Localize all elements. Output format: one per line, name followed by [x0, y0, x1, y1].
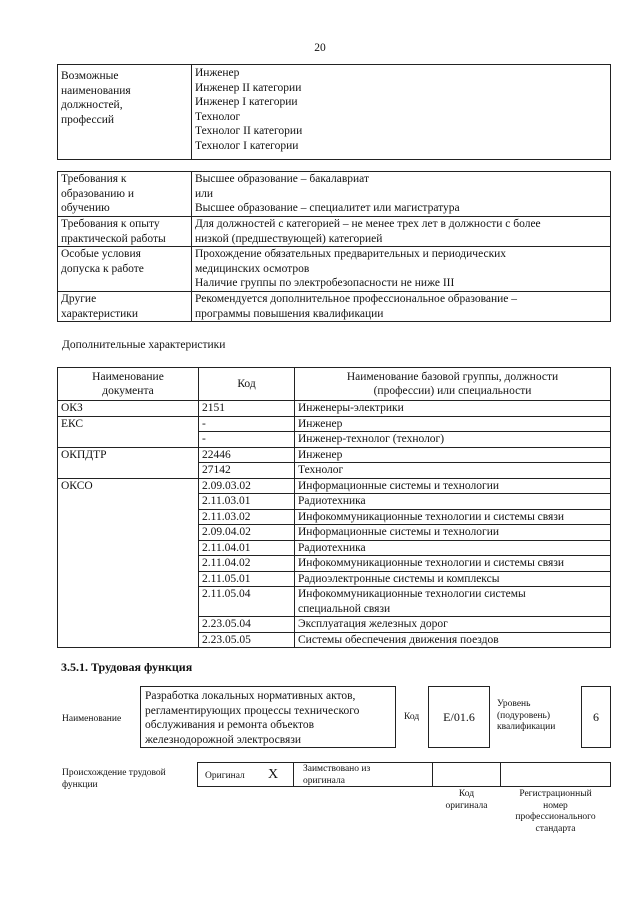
- positions-label-line: должностей,: [61, 99, 123, 111]
- additional-name-line: Информационные системы и технологии: [298, 479, 500, 492]
- requirement-label-line: образованию и: [61, 187, 134, 200]
- origin-borrowed-cell: [293, 762, 433, 787]
- origin-code-caption: [432, 789, 501, 812]
- additional-name-line: Инженер-технолог (технолог): [298, 433, 445, 445]
- function-name-line: обслуживания и ремонта объектов: [145, 719, 315, 731]
- position-item: Технолог I категории: [195, 139, 299, 152]
- origin-original-mark: X: [268, 767, 279, 782]
- function-code-label: Код: [404, 712, 420, 722]
- additional-row: [58, 401, 611, 417]
- additional-name-line: Радиотехника: [298, 495, 366, 507]
- additional-doc-cell: ОКСО: [58, 478, 199, 648]
- additional-name-line: Инженер: [298, 417, 343, 430]
- level-box: [581, 686, 611, 748]
- header-name-line: Наименование базовой группы, должности: [346, 370, 559, 383]
- requirement-row: [58, 217, 611, 247]
- additional-title: Дополнительные характеристики: [62, 339, 226, 351]
- requirement-row: [58, 172, 611, 217]
- additional-name-cell: [295, 525, 611, 541]
- additional-name-cell: [295, 401, 611, 417]
- additional-name-cell: [295, 540, 611, 556]
- origin-label-line: Происхождение трудовой: [62, 768, 166, 778]
- origin-label-line: функции: [62, 779, 98, 790]
- additional-name-cell: [295, 432, 611, 448]
- additional-name-line: Инженеры-электрики: [298, 402, 404, 414]
- origin-code-caption-line: оригинала: [445, 800, 488, 811]
- additional-code-cell: 27142: [199, 463, 295, 479]
- requirement-row: [58, 247, 611, 292]
- additional-code-cell: -: [199, 432, 295, 448]
- additional-code-cell: 2151: [199, 401, 295, 417]
- header-code: Код: [237, 377, 256, 390]
- requirement-label-line: Требования к опыту: [61, 218, 160, 230]
- requirement-value-line: или: [195, 187, 214, 200]
- header-name-line: (профессии) или специальности: [373, 385, 532, 397]
- positions-list: [192, 65, 611, 160]
- origin-original-label: Оригинал: [205, 771, 245, 781]
- origin-code-cell: [432, 762, 501, 787]
- additional-name-cell: [295, 587, 611, 617]
- page-number: 20: [314, 42, 326, 54]
- function-name-label: Наименование: [62, 714, 122, 724]
- requirement-value-line: медицинских осмотров: [195, 262, 310, 275]
- requirement-label-line: практической работы: [61, 232, 166, 245]
- position-item: Технолог: [195, 110, 241, 123]
- additional-name-cell: [295, 447, 611, 463]
- additional-doc-cell: ОКПДТР: [58, 447, 199, 478]
- requirement-label-line: Другие: [61, 293, 97, 305]
- header-doc-line: документа: [102, 385, 154, 397]
- origin-reg-caption-line: Регистрационный: [519, 789, 592, 799]
- origin-label: [62, 768, 166, 791]
- additional-code-cell: 2.11.04.01: [199, 540, 295, 556]
- requirement-value-line: низкой (предшествующей) категорией: [195, 232, 383, 245]
- additional-name-line: Инфокоммуникационные технологии и системы связи: [298, 510, 565, 523]
- additional-code-cell: 2.11.03.02: [199, 509, 295, 525]
- level-label-line: (подуровень): [497, 710, 551, 721]
- additional-row: [58, 478, 611, 494]
- origin-reg-caption-line: профессионального: [515, 812, 596, 822]
- additional-name-line: Эксплуатация железных дорог: [298, 618, 448, 630]
- additional-code-cell: 2.23.05.05: [199, 632, 295, 648]
- positions-label-line: профессий: [61, 113, 115, 126]
- additional-name-cell: [295, 556, 611, 572]
- requirement-label-line: Требования к: [61, 173, 127, 185]
- origin-reg-cell: [500, 762, 611, 787]
- origin-code-caption-line: Код: [458, 789, 475, 799]
- additional-code-cell: 2.11.05.01: [199, 571, 295, 587]
- additional-name-line: Инфокоммуникационные технологии и системы связи: [298, 557, 565, 569]
- level-label-line: квалификации: [497, 722, 556, 732]
- additional-name-line: специальной связи: [298, 602, 391, 615]
- additional-doc-cell: ОКЗ: [58, 401, 199, 417]
- additional-name-line: Системы обеспечения движения поездов: [298, 633, 499, 646]
- requirement-value-line: Для должностей с категорией – не менее трех лет в должности с более: [195, 218, 541, 230]
- position-item: Инженер II категории: [195, 81, 302, 94]
- additional-name-line: Инженер: [298, 448, 343, 461]
- additional-name-line: Радиоэлектронные системы и комплексы: [298, 572, 500, 585]
- requirement-value-line: Рекомендуется дополнительное профессиональное образование –: [195, 293, 518, 305]
- requirement-label-line: Особые условия: [61, 248, 141, 260]
- additional-name-cell: [295, 416, 611, 432]
- origin-borrowed-line: оригинала: [303, 775, 345, 786]
- additional-table: [57, 367, 611, 648]
- additional-name-line: Информационные системы и технологии: [298, 526, 500, 538]
- additional-name-cell: [295, 509, 611, 525]
- function-name-line: железнодорожной электросвязи: [145, 733, 302, 746]
- requirement-row: [58, 292, 611, 322]
- additional-code-cell: 2.11.04.02: [199, 556, 295, 572]
- additional-name-line: Инфокоммуникационные технологии системы: [298, 588, 526, 600]
- positions-table: [57, 64, 611, 160]
- function-code-value: E/01.6: [443, 709, 475, 724]
- header-doc-line: Наименование: [92, 370, 164, 383]
- requirement-value-line: программы повышения квалификации: [195, 307, 384, 320]
- level-label: [497, 699, 555, 734]
- origin-reg-caption-line: стандарта: [535, 823, 576, 834]
- additional-code-cell: 2.23.05.04: [199, 617, 295, 633]
- function-name-line: регламентирующих процессы технического: [145, 704, 360, 717]
- additional-name-cell: [295, 571, 611, 587]
- additional-doc-cell: ЕКС: [58, 416, 199, 447]
- level-label-line: Уровень: [497, 699, 531, 709]
- additional-code-cell: -: [199, 416, 295, 432]
- requirement-label-line: характеристики: [61, 307, 139, 320]
- additional-name-cell: [295, 463, 611, 479]
- position-item: Инженер I категории: [195, 96, 298, 108]
- additional-code-cell: 2.11.03.01: [199, 494, 295, 510]
- origin-reg-caption: [500, 789, 611, 835]
- additional-code-cell: 22446: [199, 447, 295, 463]
- requirements-table: [57, 171, 611, 322]
- positions-label-line: Возможные: [61, 70, 119, 82]
- additional-code-cell: 2.09.03.02: [199, 478, 295, 494]
- additional-row: [58, 447, 611, 463]
- additional-rows: [58, 401, 611, 648]
- positions-label-line: наименования: [61, 84, 131, 97]
- origin-borrowed-line: Заимствовано из: [303, 764, 371, 774]
- requirement-label-line: допуска к работе: [61, 262, 144, 275]
- requirement-label-line: обучению: [61, 202, 110, 214]
- additional-name-cell: [295, 494, 611, 510]
- function-name-line: Разработка локальных нормативных актов,: [145, 690, 356, 702]
- additional-name-cell: [295, 632, 611, 648]
- positions-label: [58, 65, 192, 160]
- origin-reg-caption-line: номер: [543, 800, 568, 811]
- function-name-box: [140, 686, 396, 748]
- additional-name-line: Технолог: [298, 464, 344, 476]
- additional-row: [58, 416, 611, 432]
- additional-header-row: [58, 368, 611, 401]
- requirement-value-line: Прохождение обязательных предварительных и периодических: [195, 248, 507, 260]
- additional-code-cell: 2.11.05.04: [199, 587, 295, 617]
- level-value: 6: [593, 709, 599, 724]
- additional-name-cell: [295, 617, 611, 633]
- additional-code-cell: 2.09.04.02: [199, 525, 295, 541]
- requirement-value-line: Наличие группы по электробезопасности не ниже III: [195, 277, 455, 289]
- position-item: Технолог II категории: [195, 125, 303, 137]
- function-code-box: [428, 686, 490, 748]
- additional-name-line: Радиотехника: [298, 541, 366, 554]
- section-title: 3.5.1. Трудовая функция: [61, 660, 193, 674]
- additional-name-cell: [295, 478, 611, 494]
- requirement-value-line: Высшее образование – бакалавриат: [195, 173, 369, 185]
- origin-original-cell: [197, 762, 294, 787]
- position-item: Инженер: [195, 67, 240, 79]
- requirement-value-line: Высшее образование – специалитет или магистратура: [195, 202, 460, 214]
